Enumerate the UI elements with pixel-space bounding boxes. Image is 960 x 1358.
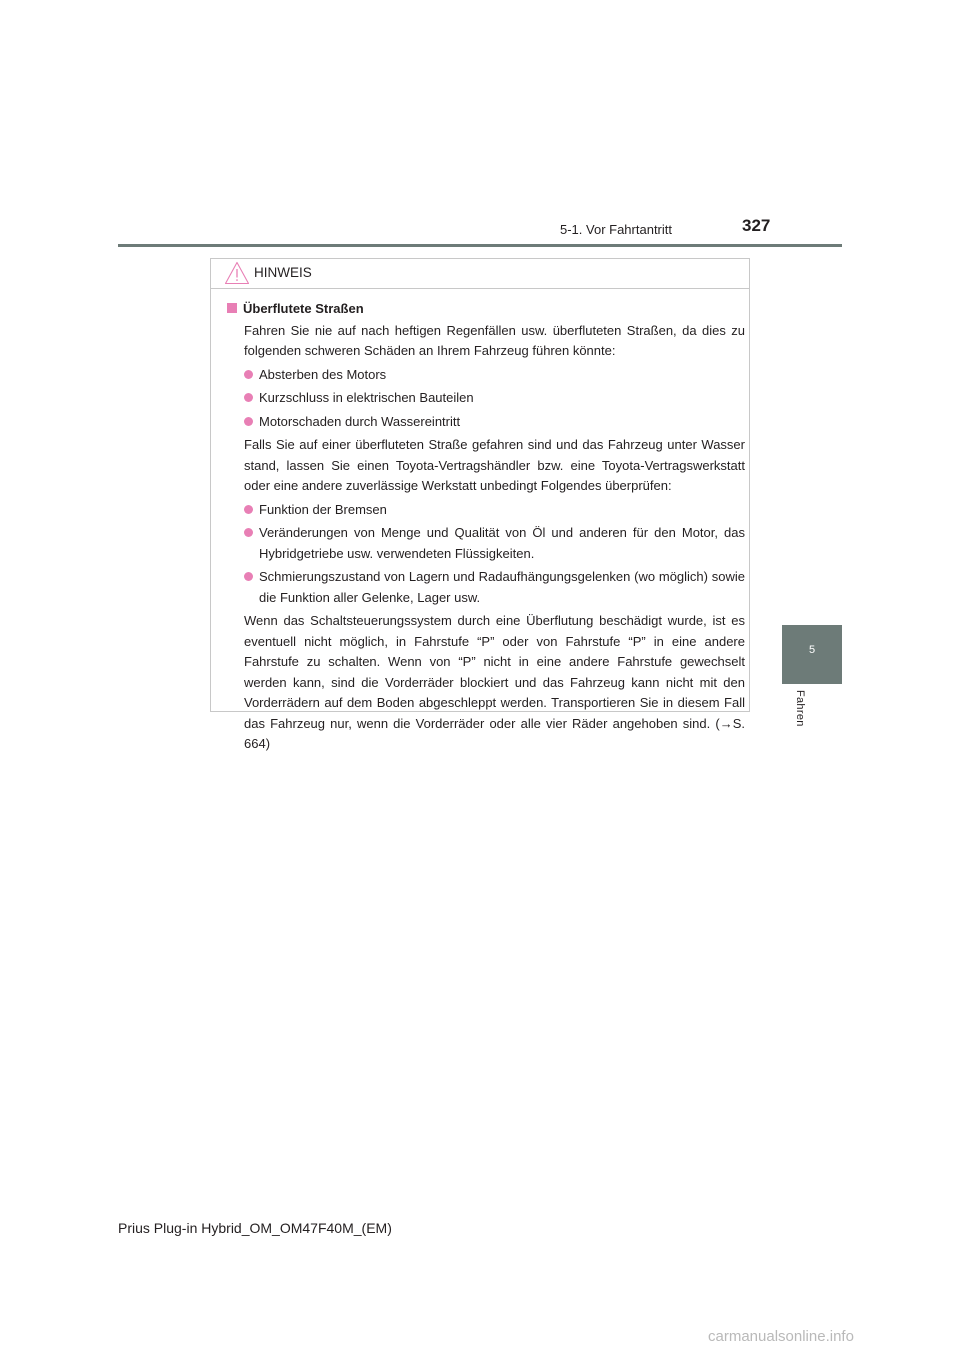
chapter-title: Fahren <box>794 690 806 727</box>
notice-box <box>210 258 750 751</box>
list-item <box>227 365 745 386</box>
bullet-dot-icon <box>244 528 253 537</box>
header-divider <box>118 244 842 247</box>
bullet-dot-icon <box>244 393 253 402</box>
list-item-text: Funktion der Bremsen <box>259 501 387 517</box>
list-item <box>227 523 745 564</box>
bullet-dot-icon <box>244 417 253 426</box>
list-item <box>227 412 745 433</box>
subsection-heading-text: Überflutete Straßen <box>243 301 364 316</box>
list-item <box>227 567 745 608</box>
bullet-dot-icon <box>244 572 253 581</box>
list-item-text: Motorschaden durch Wassereintritt <box>259 413 461 429</box>
bullet-dot-icon <box>244 505 253 514</box>
square-bullet-icon <box>227 303 237 313</box>
chapter-number: 5 <box>808 644 816 656</box>
watermark: carmanualsonline.info <box>708 1328 854 1345</box>
check-intro-paragraph: Falls Sie auf einer überfluteten Straße gefahren sind und das Fahrzeug unter Wasser stand, lassen Sie einen Toyota-Vertragshändler bzw. eine Toyota-Vertragswerkstatt oder eine andere zuverlässige Werkstatt unbedingt Folgendes überprüfen: <box>244 437 745 493</box>
list-item-text: Absterben des Motors <box>259 366 387 382</box>
bullet-dot-icon <box>244 370 253 379</box>
list-item <box>227 388 745 409</box>
subsection-heading <box>227 299 745 320</box>
document-id: Prius Plug-in Hybrid_OM_OM47F40M_(EM) <box>118 1220 392 1236</box>
section-title: 5-1. Vor Fahrtantritt <box>560 222 672 237</box>
notice-title: HINWEIS <box>254 265 312 280</box>
list-item <box>227 500 745 521</box>
list-item-text: Kurzschluss in elektrischen Bauteilen <box>259 390 474 405</box>
page-number: 327 <box>742 216 771 235</box>
notice-body <box>227 299 745 755</box>
notice-header <box>211 259 749 289</box>
list-item-text: Veränderungen von Menge und Qualität von Öl und anderen für den Motor, das Hybridgetriebe usw. verwendeten Flüssigkeiten. <box>259 525 745 561</box>
intro-paragraph: Fahren Sie nie auf nach heftigen Regenfällen usw. überfluteten Straßen, da dies zu folgenden schweren Schäden an Ihrem Fahrzeug führen könnte: <box>244 322 745 358</box>
warning-triangle-icon <box>224 261 250 285</box>
closing-paragraph: Wenn das Schaltsteuerungssystem durch eine Überflutung beschädigt wurde, ist es eventuell nicht möglich, in Fahrstufe “P” oder von Fahrstufe “P” in eine andere Fahrstufe zu schalten. Wenn von “P” nicht in eine andere Fahrstufe gewechselt werden kann, sind die Vorderräder blockiert und das Fahrzeug kann nicht mit den Vorderrädern auf dem Boden abgeschleppt werden. Transportieren Sie in diesem Fall das Fahrzeug nur, wenn die Vorderräder oder alle vier Räder angehoben sind. (→S. 664) <box>244 613 745 751</box>
list-item-text: Schmierungszustand von Lagern und Radaufhängungsgelenken (wo möglich) sowie die Funktion aller Gelenke, Lager usw. <box>259 569 745 605</box>
chapter-tab <box>782 625 842 684</box>
